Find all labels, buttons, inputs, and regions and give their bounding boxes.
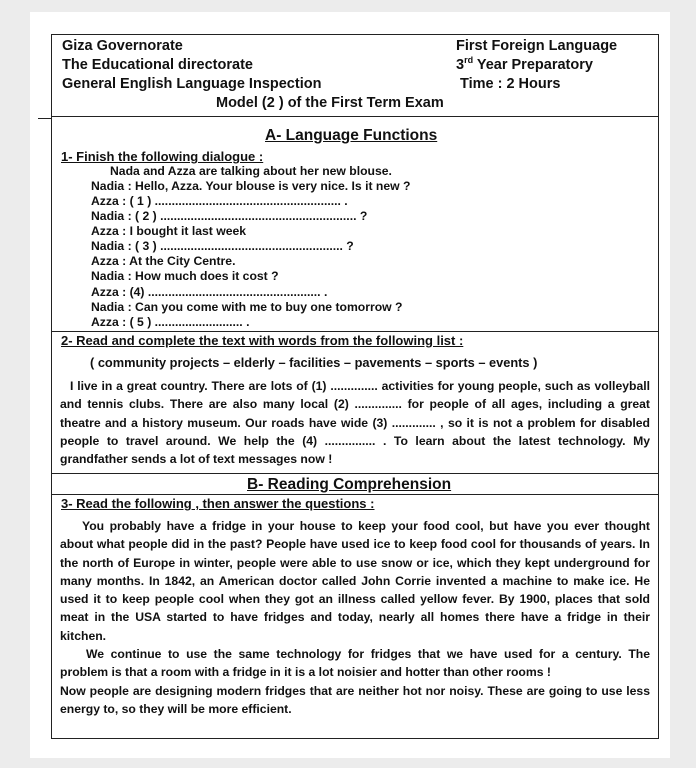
header-divider <box>51 116 659 117</box>
dialogue-line: Azza : ( 1 ) ....................................................... . <box>91 194 348 208</box>
dialogue-line: Nadia : Can you come with me to buy one tomorrow ? <box>91 300 403 314</box>
inspection: General English Language Inspection <box>62 76 322 92</box>
model-title: Model (2 ) of the First Term Exam <box>216 95 444 111</box>
dialogue-line: Nadia : ( 2 ) .......................................................... ? <box>91 209 368 223</box>
dialogue-line: Azza : ( 5 ) .......................... . <box>91 315 250 329</box>
dialogue-line: Nadia : ( 3 ) ...................................................... ? <box>91 239 354 253</box>
passage-paragraph-1: You probably have a fridge in your house to keep your food cool, but have you ever thought about what people did in the past? People have used ice to keep food cool for thousands of years. In the north of Europe in winter, people were able to use snow or ice, which they kept underground for many months. In 1842, an American doctor called John Corrie invented a machine to make ice. He used it to keep people cool when they got an illness called yellow fever. By 1900, places that sold meat in the USA started to have fridges and today, nearly all homes there have a fridge in their kitchen. <box>60 519 650 643</box>
word-list: ( community projects – elderly – facilities – pavements – sports – events ) <box>90 355 538 370</box>
section-b-title: B- Reading Comprehension <box>247 476 452 493</box>
grade <box>456 55 593 73</box>
grade-number: 3 <box>456 57 465 73</box>
q1-instruction: 1- Finish the following dialogue : <box>61 149 264 164</box>
q3-instruction: 3- Read the following , then answer the questions : <box>61 496 375 511</box>
grade-label: Year Preparatory <box>473 57 593 73</box>
exam-time: Time : 2 Hours <box>460 76 561 92</box>
q3-divider <box>51 494 659 495</box>
passage-paragraph-3: Now people are designing modern fridges that are neither hot nor noisy. These are going to use less energy to, so they will be more efficient. <box>60 683 650 716</box>
dialogue-situation: Nada and Azza are talking about her new blouse. <box>110 164 392 178</box>
directorate: The Educational directorate <box>62 57 253 73</box>
grade-suffix: rd <box>464 55 474 66</box>
margin-tick <box>38 118 52 119</box>
dialogue-line: Azza : I bought it last week <box>91 224 247 238</box>
passage-paragraph-2: We continue to use the same technology for fridges that we have used for a century. The problem is that a room with a fridge in it is a lot noisier and hotter than other rooms ! <box>60 647 650 680</box>
q2-instruction: 2- Read and complete the text with words from the following list : <box>61 333 464 348</box>
q2-paragraph: I live in a great country. There are lots of (1) .............. activities for young people, such as volleyball and tennis clubs. There are also many local (2) .............. for people of all ages, including a great theatre and a history museum. Our roads have wide (3) ............. , so it is not a problem for disabled people to travel around. We help the (4) ............... . To learn about the latest technology. My grandfather sends a lot of text messages now ! <box>60 379 650 467</box>
dialogue-line: Azza : At the City Centre. <box>91 254 236 268</box>
q2-text <box>60 377 650 468</box>
q2-divider <box>51 331 659 332</box>
subject: First Foreign Language <box>456 38 618 54</box>
section-a-title: A- Language Functions <box>265 127 438 144</box>
governorate: Giza Governorate <box>62 38 183 54</box>
dialogue-line: Azza : (4) ................................................... . <box>91 285 328 299</box>
dialogue-line: Nadia : Hello, Azza. Your blouse is very nice. Is it new ? <box>91 179 411 193</box>
reading-passage <box>60 517 650 718</box>
dialogue-line: Nadia : How much does it cost ? <box>91 269 279 283</box>
section-b-divider <box>51 473 659 474</box>
